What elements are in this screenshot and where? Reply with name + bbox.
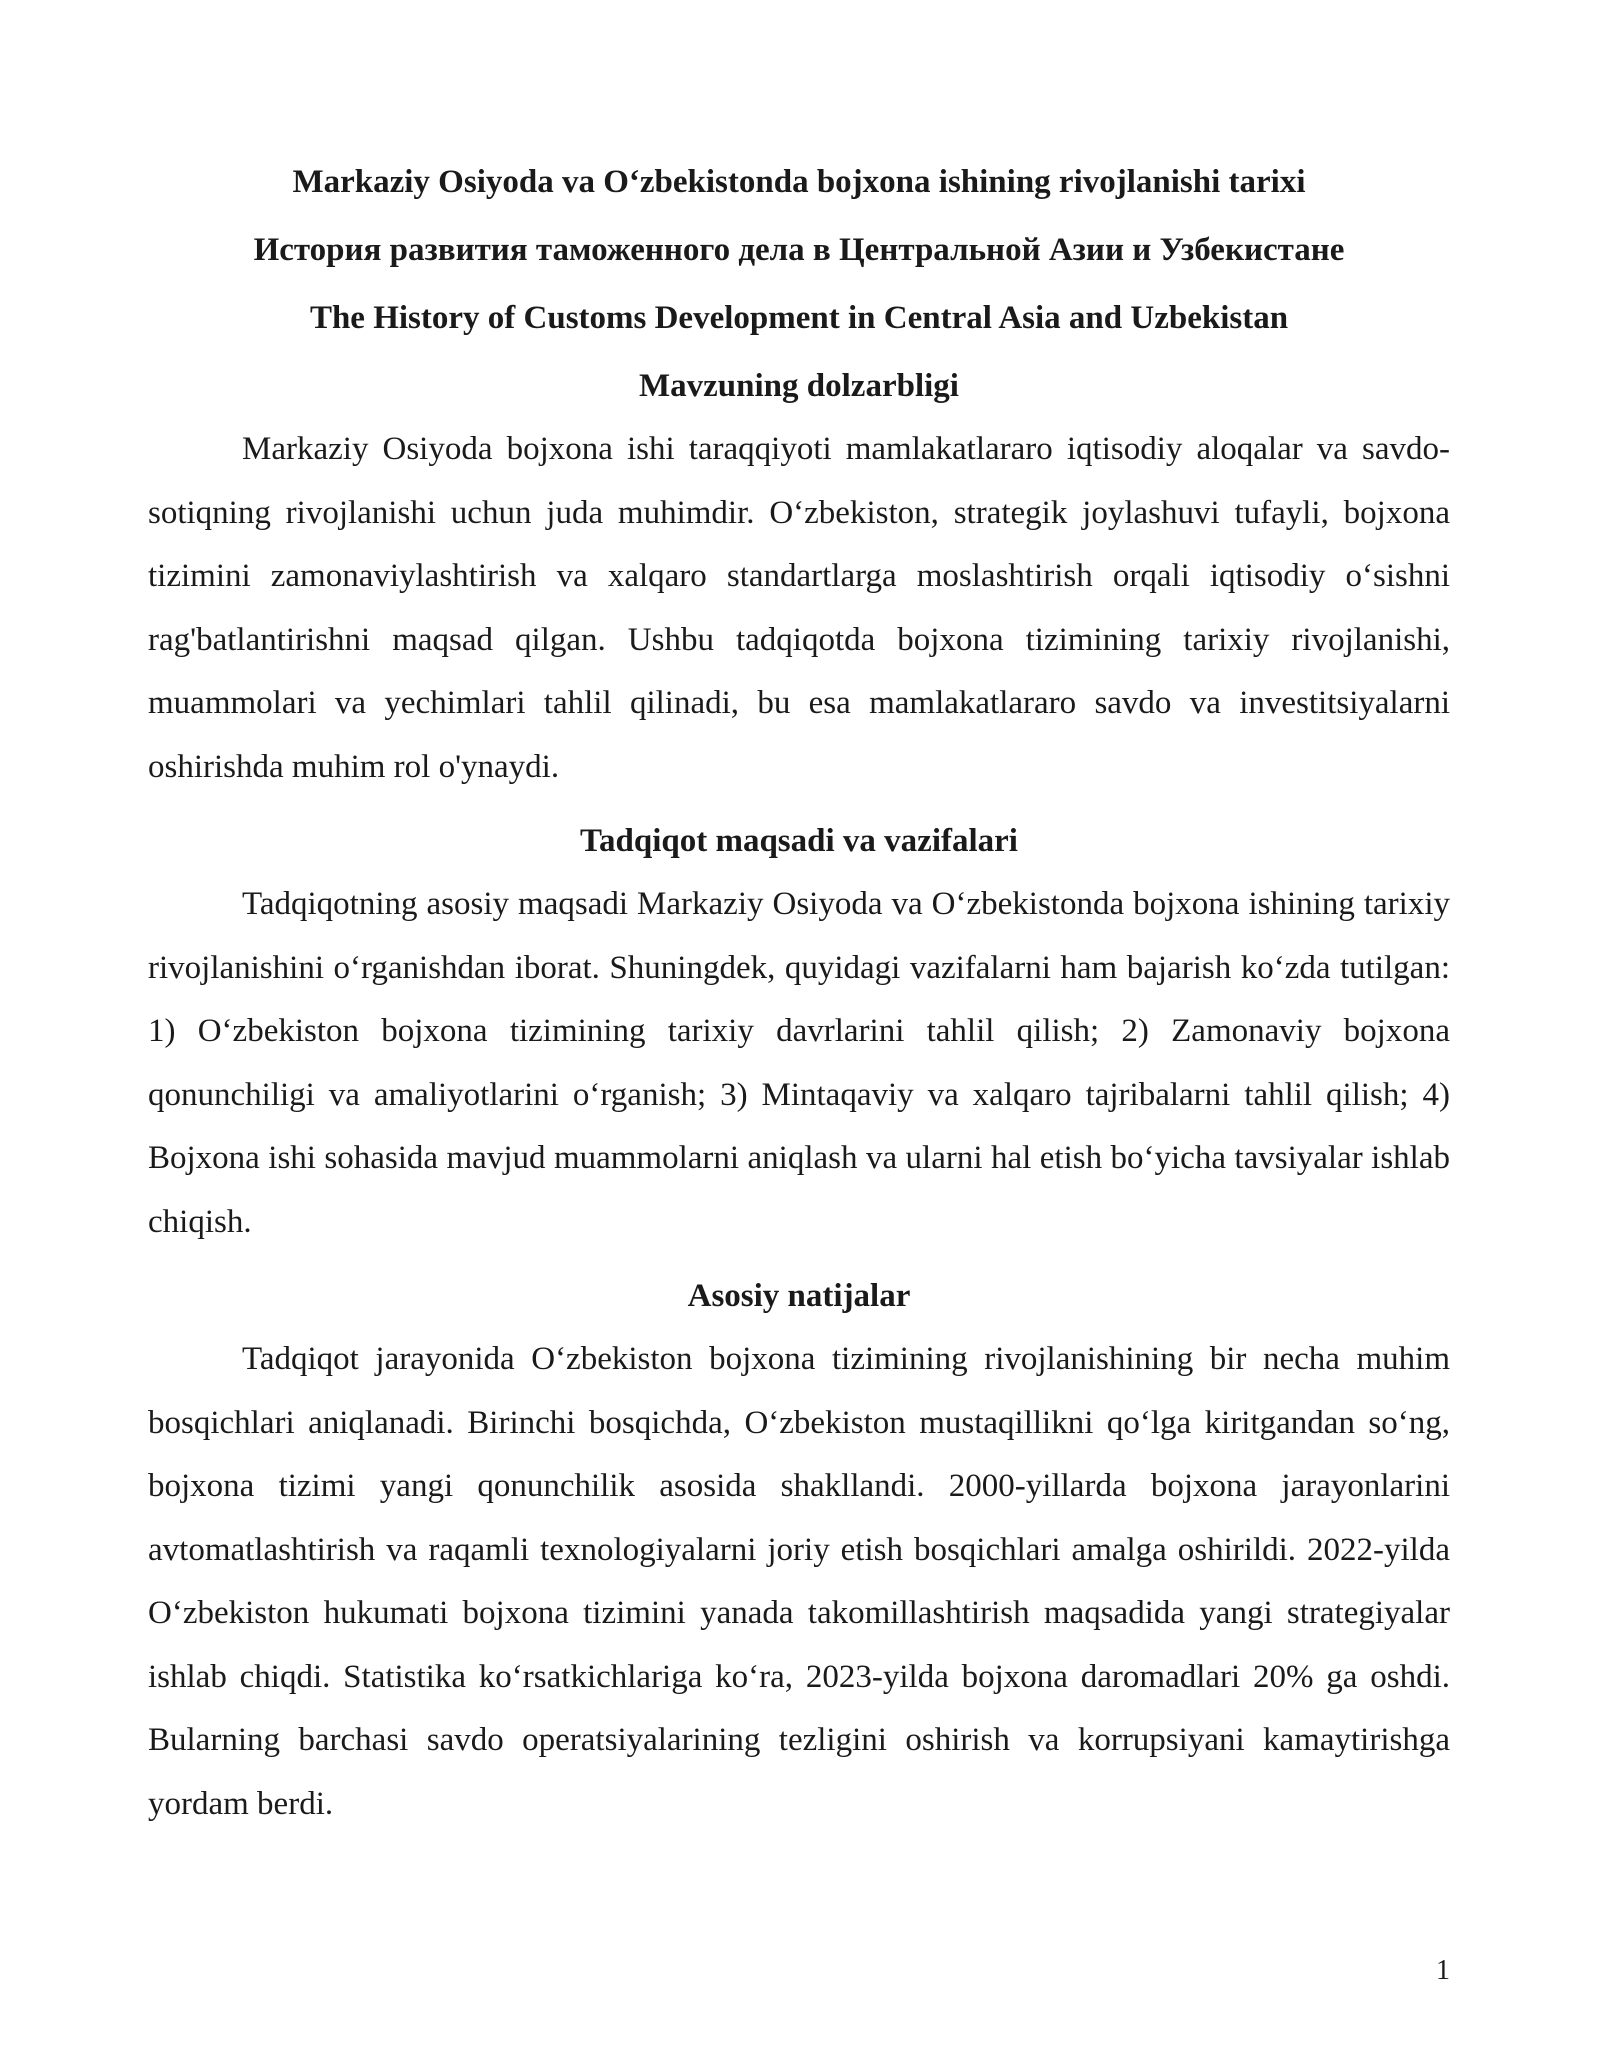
section-heading: Tadqiqot maqsadi va vazifalari (580, 823, 1018, 859)
section-paragraph: Tadqiqot jarayonida O‘zbekiston bojxona tizimining rivojlanishining bir necha muhim bosqichlari aniqlanadi. Birinchi bosqichda, O‘zbekiston mustaqillikni qo‘lga kiritgandan so‘ng, bojxona tizimi yangi qonunchilik asosida shakllandi. 2000-yillarda bojxona jarayonlarini avtomatlashtirish va raqamli texnologiyalarni joriy etish bosqichlari amalga oshirildi. 2022-yilda O‘zbekiston hukumati bojxona tizimini yanada takomillashtirish maqsadida yangi strategiyalar ishlab chiqdi. Statistika ko‘rsatkichlariga ko‘ra, 2023-yilda bojxona daromadlari 20% ga oshdi. Bularning barchasi savdo operatsiyalarining tezligini oshirish va korrupsiyani kamaytirishga yordam berdi. (148, 1341, 1450, 1822)
section-heading: Mavzuning dolzarbligi (639, 368, 959, 404)
page-content (148, 148, 1450, 1836)
title-russian: История развития таможенного дела в Центральной Азии и Узбекистане (253, 232, 1345, 268)
section-results (148, 1274, 1450, 1836)
page-number: 1 (1436, 1955, 1450, 1986)
section-paragraph: Markaziy Osiyoda bojxona ishi taraqqiyoti mamlakatlararo iqtisodiy aloqalar va savdo-sotiqning rivojlanishi uchun juda muhimdir. O‘zbekiston, strategik joylashuvi tufayli, bojxona tizimini zamonaviylashtirish va xalqaro standartlarga moslashtirish orqali iqtisodiy o‘sishni rag'batlantirishni maqsad qilgan. Ushbu tadqiqotda bojxona tizimining tarixiy rivojlanishi, muammolari va yechimlari tahlil qilinadi, bu esa mamlakatlararo savdo va investitsiyalarni oshirishda muhim rol o'ynaydi. (148, 431, 1450, 785)
section-relevance (148, 364, 1450, 799)
title-english: The History of Customs Development in Central Asia and Uzbekistan (309, 300, 1289, 336)
title-uzbek: Markaziy Osiyoda va O‘zbekistonda bojxona ishining rivojlanishi tarixi (292, 164, 1306, 200)
section-paragraph: Tadqiqotning asosiy maqsadi Markaziy Osiyoda va O‘zbekistonda bojxona ishining tarixiy rivojlanishini o‘rganishdan iborat. Shuningdek, quyidagi vazifalarni ham bajarish ko‘zda tutilgan: 1) O‘zbekiston bojxona tizimining tarixiy davrlarini tahlil qilish; 2) Zamonaviy bojxona qonunchiligi va amaliyotlarini o‘rganish; 3) Mintaqaviy va xalqaro tajribalarni tahlil qilish; 4) Bojxona ishi sohasida mavjud muammolarni aniqlash va ularni hal etish bo‘yicha tavsiyalar ishlab chiqish. (148, 886, 1450, 1240)
section-heading: Asosiy natijalar (687, 1278, 911, 1314)
section-goals (148, 819, 1450, 1254)
